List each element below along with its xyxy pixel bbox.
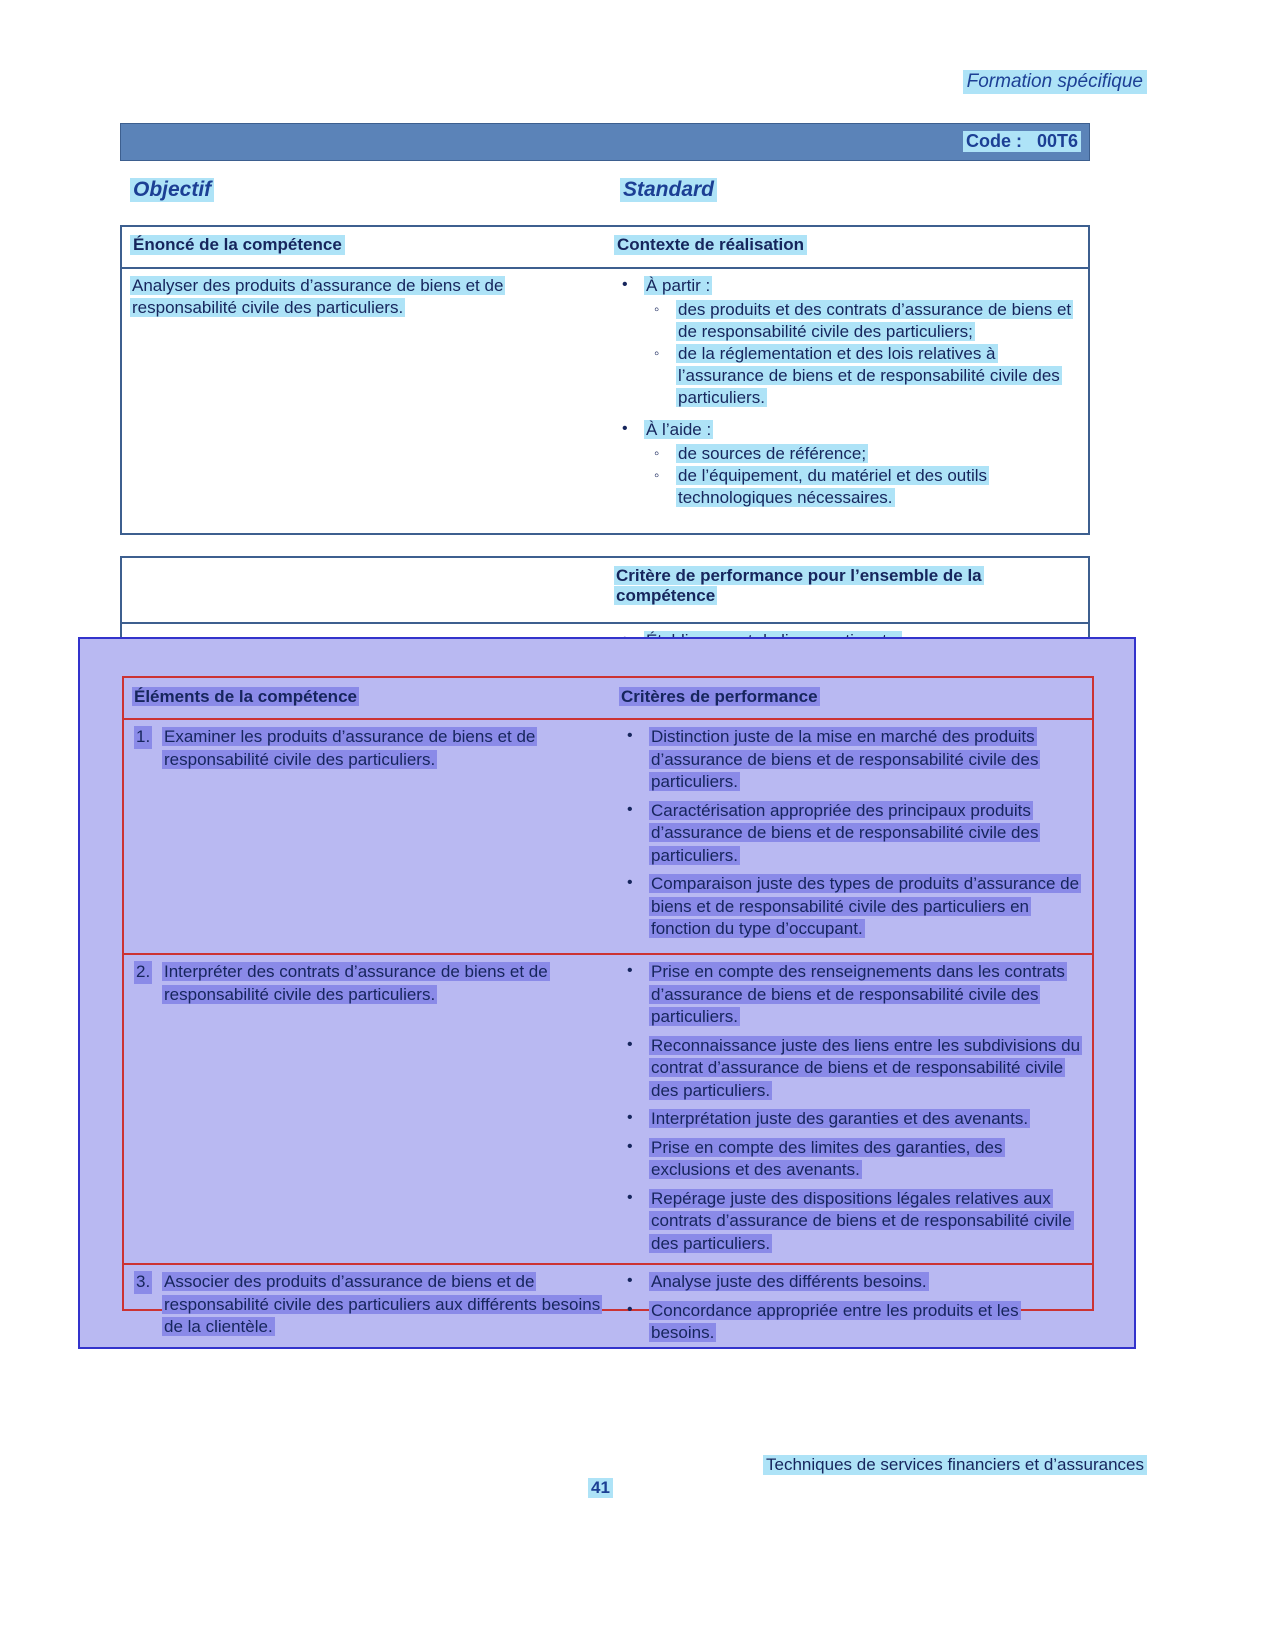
list-item — [619, 1035, 1084, 1103]
list-item — [619, 873, 1084, 941]
context-group-label: À l’aide : — [646, 420, 712, 439]
competence-header-cell — [130, 235, 610, 255]
criterion-text: Caractérisation appropriée des principaux produits d’assurance de biens et de responsabilité civile des particuliers. — [651, 800, 1039, 865]
elements-row-divider-1 — [124, 953, 1092, 955]
table-competence-divider — [122, 267, 1088, 269]
list-item — [644, 465, 1084, 509]
list-item — [644, 343, 1084, 409]
list-item — [619, 726, 1084, 794]
criterion-text: Analyse juste des différents besoins. — [651, 1272, 927, 1291]
list-item — [619, 1108, 1084, 1131]
criteria-list — [619, 961, 1084, 1255]
standard-label: Standard — [620, 178, 717, 202]
context-sub-text: de la réglementation et des lois relatives à l’assurance de biens et de responsabilité civile des particuliers. — [678, 344, 1060, 407]
element-number: 2. — [134, 961, 152, 984]
competence-statement-text: Analyser des produits d’assurance de biens et de responsabilité civile des particuliers. — [132, 276, 504, 317]
criterion-text: Interprétation juste des garanties et des avenants. — [651, 1109, 1029, 1128]
criteria-cell — [619, 726, 1084, 947]
table-elements — [122, 676, 1094, 1342]
objective-standard-row — [120, 178, 1090, 206]
list-item — [132, 961, 612, 1006]
global-criteria-header-cell — [614, 566, 1084, 606]
criteria-cell — [619, 961, 1084, 1261]
criterion-text: Concordance appropriée entre les produits et les besoins. — [651, 1300, 1019, 1342]
table-global-criteria-divider — [122, 622, 1088, 624]
table-competence — [120, 225, 1090, 535]
list-item — [644, 299, 1084, 343]
element-text: Associer des produits d’assurance de biens et de responsabilité civile des particuliers aux différents besoins de la clientèle. — [164, 1272, 601, 1336]
element-number: 3. — [134, 1271, 152, 1294]
criteria-header-cell — [619, 686, 1084, 709]
list-item — [619, 1188, 1084, 1256]
list-item — [619, 1137, 1084, 1182]
objectif-label: Objectif — [130, 178, 214, 202]
element-number-list — [132, 726, 612, 771]
element-cell — [132, 1271, 612, 1339]
list-item — [619, 1271, 1084, 1294]
context-sub-list — [644, 443, 1084, 509]
criterion-text: Comparaison juste des types de produits d’assurance de biens et de responsabilité civile des particuliers en fonction du type d’occupant. — [651, 874, 1080, 938]
global-criteria-header-label: Critère de performance pour l’ensemble de la compétence — [616, 566, 982, 605]
context-sub-text: de l’équipement, du matériel et des outils technologiques nécessaires. — [678, 466, 988, 507]
competence-statement — [130, 275, 610, 319]
criterion-text: Repérage juste des dispositions légales relatives aux contrats d’assurance de biens et de responsabilité civile des particuliers. — [651, 1188, 1072, 1253]
element-cell — [132, 726, 612, 771]
selection-region — [78, 637, 1136, 1349]
criterion-text: Prise en compte des renseignements dans les contrats d’assurance de biens et de responsabilité civile des particuliers. — [651, 962, 1065, 1026]
criterion-text: Prise en compte des limites des garanties, des exclusions et des avenants. — [651, 1137, 1003, 1179]
element-text: Examiner les produits d’assurance de biens et de responsabilité civile des particuliers. — [164, 727, 536, 769]
list-item — [619, 1300, 1084, 1345]
list-item — [132, 1271, 612, 1339]
elements-header-label: Éléments de la compétence — [134, 687, 357, 706]
context-sub-text: de sources de référence; — [678, 444, 867, 463]
context-header-cell — [614, 235, 1084, 255]
list-item — [619, 961, 1084, 1029]
footer-label: Techniques de services financiers et d’assurances — [763, 1455, 1147, 1475]
element-number-list — [132, 961, 612, 1006]
criterion-text: Reconnaissance juste des liens entre les subdivisions du contrat d’assurance de biens et de responsabilité civile des particuliers. — [651, 1035, 1081, 1100]
elements-header-cell — [132, 686, 612, 709]
context-list — [614, 275, 1084, 511]
context-sub-list — [644, 299, 1084, 409]
criteria-header-label: Critères de performance — [621, 687, 818, 706]
code-label: Code : 00T6 — [963, 131, 1081, 152]
context-group-label: À partir : — [646, 276, 711, 295]
element-cell — [132, 961, 612, 1006]
header-label: Formation spécifique — [963, 70, 1147, 94]
context-group — [614, 275, 1084, 409]
element-number-list — [132, 1271, 612, 1339]
context-group-list — [614, 275, 1084, 509]
elements-header-divider — [124, 718, 1092, 720]
criteria-list — [619, 1271, 1084, 1345]
context-sub-text: des produits et des contrats d’assurance de biens et de responsabilité civile des particuliers; — [678, 300, 1072, 341]
context-header-label: Contexte de réalisation — [614, 235, 807, 255]
element-text: Interpréter des contrats d’assurance de biens et de responsabilité civile des particuliers. — [164, 962, 548, 1004]
criterion-text: Distinction juste de la mise en marché des produits d’assurance de biens et de responsabilité civile des particuliers. — [651, 727, 1039, 791]
list-item — [132, 726, 612, 771]
criteria-cell — [619, 1271, 1084, 1351]
element-number: 1. — [134, 726, 152, 749]
page-number: 41 — [588, 1478, 613, 1498]
list-item — [619, 800, 1084, 868]
context-group — [614, 419, 1084, 509]
list-item — [644, 443, 1084, 465]
competence-header-label: Énoncé de la compétence — [130, 235, 345, 255]
criteria-list — [619, 726, 1084, 941]
elements-row-divider-2 — [124, 1263, 1092, 1265]
code-bar — [120, 123, 1090, 161]
